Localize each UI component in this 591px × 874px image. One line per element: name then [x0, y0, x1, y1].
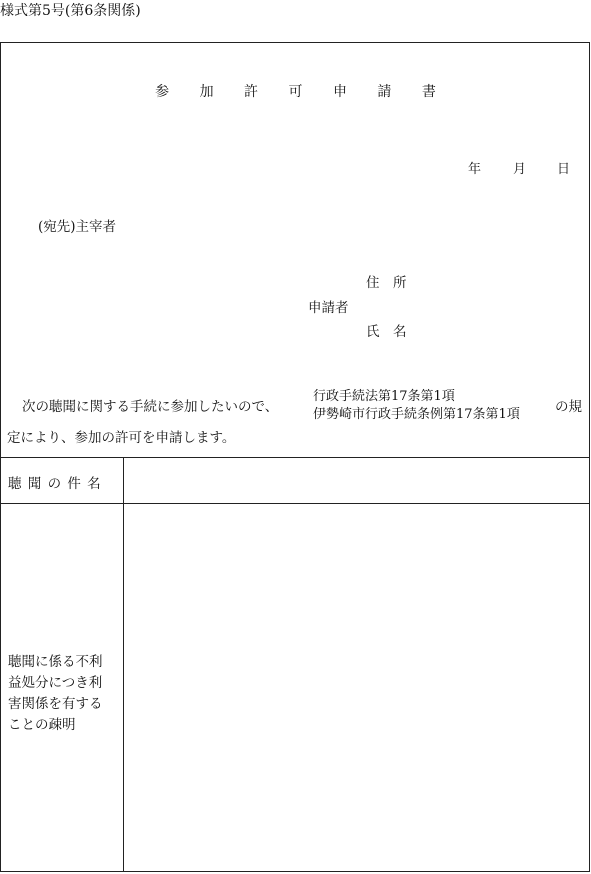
- interest-explanation-field[interactable]: [132, 515, 582, 855]
- table-row-divider: [0, 503, 590, 504]
- date-month-label: 月: [513, 162, 527, 177]
- date-day-label: 日: [557, 162, 571, 177]
- addressee-label: (宛先)主宰者: [38, 219, 117, 235]
- applicant-address-label: 住 所: [366, 275, 407, 291]
- interest-explanation-label: [8, 652, 103, 736]
- law-option-city: 伊勢崎市行政手続条例第17条第1項: [313, 407, 520, 422]
- interest-label-line: 聴聞に係る不利: [8, 654, 103, 670]
- interest-label-line: ことの疎明: [8, 717, 76, 733]
- body-line2-text: 定により、参加の許可を申請します。: [7, 430, 236, 446]
- applicant-label: 申請者: [308, 300, 349, 316]
- case-name-label: 聴 聞 の 件 名: [8, 476, 102, 492]
- interest-label-line: 害関係を有する: [8, 696, 103, 712]
- body-intro-text: 次の聴聞に関する手続に参加したいので、: [22, 399, 279, 415]
- table-top-border: [0, 457, 590, 458]
- date-year-label: 年: [468, 162, 482, 177]
- law-option-national: 行政手続法第17条第1項: [313, 389, 455, 404]
- applicant-name-label: 氏 名: [366, 324, 407, 340]
- form-title: 参 加 許 可 申 請 書: [155, 84, 449, 100]
- interest-label-line: 益処分につき利: [8, 675, 103, 691]
- body-suffix-text: の規: [555, 399, 582, 415]
- table-column-divider: [123, 457, 124, 872]
- form-number-label: 様式第5号(第6条関係): [0, 3, 141, 19]
